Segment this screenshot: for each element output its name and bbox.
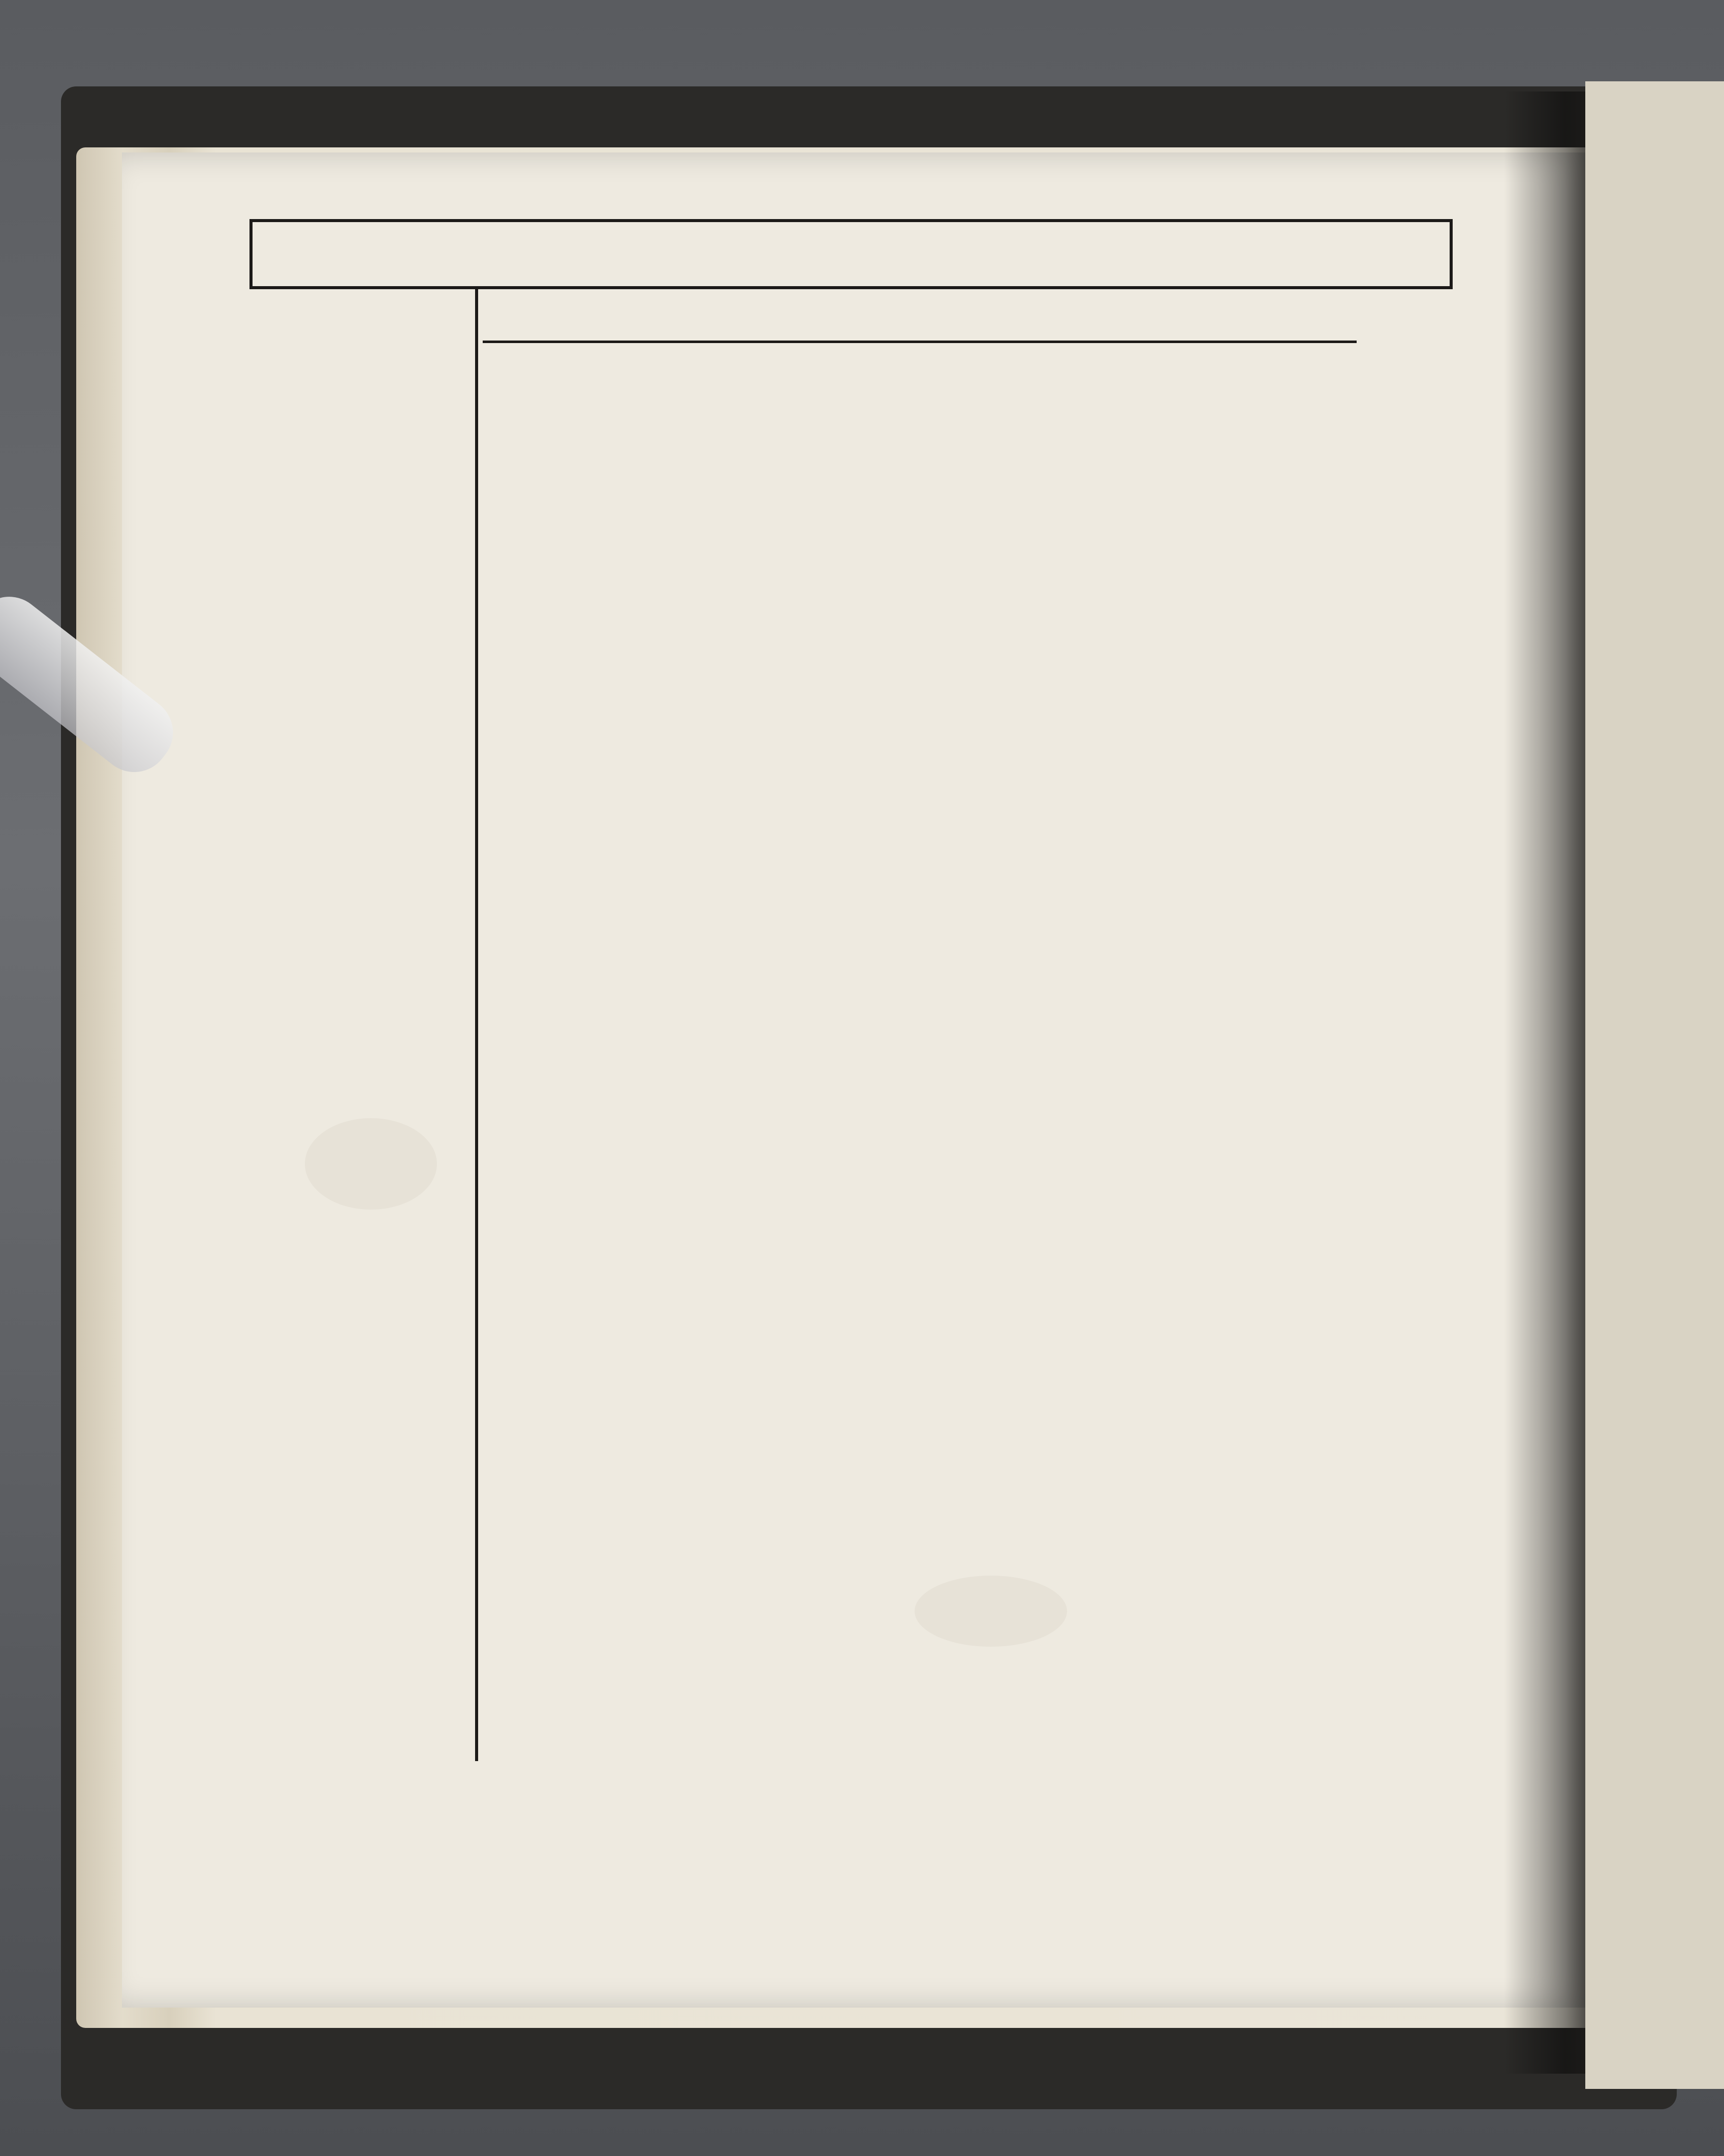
text-column-rule — [475, 287, 478, 1761]
ornamental-border-left-icon — [249, 285, 346, 1774]
ornamental-border-right-icon — [1377, 285, 1468, 1774]
facing-page-text — [1601, 285, 1724, 1809]
header-rule — [483, 341, 1357, 343]
ornamental-border-bottom-icon — [254, 1764, 1453, 1896]
ornamental-border-top-icon — [249, 219, 1453, 290]
paper-stain — [915, 1576, 1067, 1647]
running-head — [483, 285, 1367, 341]
